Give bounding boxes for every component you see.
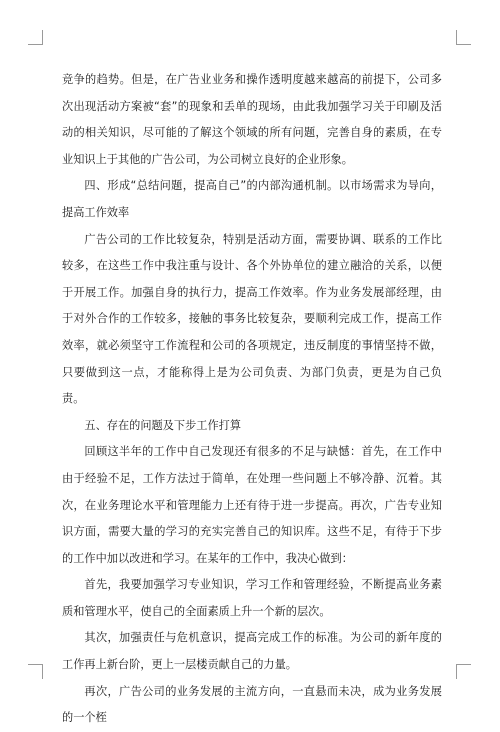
- paragraph-second: 其次，加强责任与危机意识，提高完成工作的标准。为公司的新年度的工作再上新台阶，更上一层楼贡献自己的力量。: [62, 631, 442, 672]
- section-heading-five: 五、存在的问题及下步工作打算: [84, 418, 242, 432]
- paragraph-work-complexity: 广告公司的工作比较复杂，特别是活动方面，需要协调、联系的工作比较多，在这些工作中我注重与设计、各个外协单位的建立融洽的关系，以便于开展工作。加强自身的执行力，提高工作效率。作为业务发展部经理，由于对外合作的工作较多，接触的事务比较复杂，要顺利完成工作，提高工作效率，就必须坚守工作流程和公司的各项规定，违反制度的事情坚持不做，只要做到这一点，才能称得上是为公司负责、为部门负责，更是为自己负责。: [62, 232, 442, 406]
- crop-mark-bottom-left: [28, 664, 43, 679]
- crop-mark-top-left: [28, 30, 43, 45]
- paragraph-continuation: 竞争的趋势。但是，在广告业业务和操作透明度越来越高的前提下，公司多次出现活动方案被“套”的现象和丢单的现场，由此我加强学习关于印刷及活动的相关知识，尽可能的了解这个领域的所有问题，完善自身的素质，在专业知识上于其他的广告公司，为公司树立良好的企业形象。: [62, 73, 442, 166]
- paragraph-third: 再次，广告公司的业务发展的主流方向，一直悬而未决，成为业务发展的一个桎: [62, 684, 442, 725]
- document-body: [62, 67, 442, 732]
- section-heading-four: 四、形成“总结问题，提高自己”的内部沟通机制。以市场需求为导向，提高工作效率: [62, 179, 442, 219]
- crop-mark-top-right: [456, 30, 471, 45]
- paragraph-first: 首先，我要加强学习专业知识，学习工作和管理经验，不断提高业务素质和管理水平，使自己的全面素质上升一个新的层次。: [62, 578, 442, 618]
- crop-mark-bottom-right: [456, 664, 471, 679]
- paragraph-review: 回顾这半年的工作中自己发现还有很多的不足与缺憾：首先，在工作中由于经验不足，工作方法过于简单，在处理一些问题上不够冷静、沉着。其次，在业务理论水平和管理能力上还有待于进一步提高。再次，广告专业知识方面，需要大量的学习的充实完善自己的知识库。这些不足，有待于下步的工作中加以改进和学习。在某年的工作中，我决心做到：: [62, 445, 442, 565]
